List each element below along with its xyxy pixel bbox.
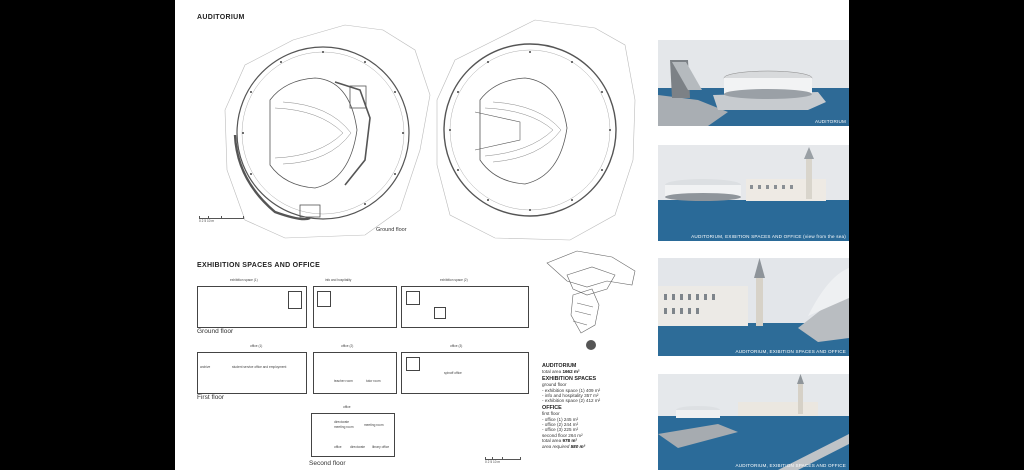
auditorium-floor-label: Ground floor [376,227,407,233]
legend-office-second: second floor 264 m² [542,432,583,438]
render-caption: AUDITORIUM, EXIBITION SPACES AND OFFICE (view from the sea) [691,234,846,239]
room-teacher: teacher room [334,379,353,383]
stair-core [406,291,420,305]
elevator-core [434,307,446,319]
room-tutor: tutor room [366,379,381,383]
plan-second-floor-office [311,413,395,457]
first-floor-label: First floor [197,394,225,401]
legend-office-heading: OFFICE [542,404,562,411]
room-office: office [334,445,342,449]
ground-floor-label: Ground floor [197,328,234,335]
room-directorate-2: directorate [350,445,366,449]
legend-office-sub: first floor [542,411,560,417]
legend-office-item: - office (1) 245 m² [542,416,579,422]
render-image-1 [658,40,849,126]
plan-exhibition-1 [197,286,307,328]
legend-exhibition-sub: ground floor [542,382,567,388]
stair-core [317,291,331,307]
legend-office-total: total area 978 m² [542,438,577,444]
stair-core [288,291,302,309]
render-aerial [658,374,849,470]
column-dots [242,51,611,211]
room-meeting-1: meeting room [334,425,354,429]
room-label-exhibition-1: exhibition space (1) [230,278,258,282]
room-label-info: info and hospitality [325,278,352,282]
legend-auditorium-heading: AUDITORIUM [542,363,577,369]
legend-exhibition-item: - exhibition space (1) 409 m² [542,387,601,393]
auditorium-ground-plan [235,47,409,219]
site-plan [537,245,647,355]
render-image-4 [658,374,849,470]
room-label-office: office [343,405,351,409]
area-legend [542,364,657,449]
stair-core [406,357,420,371]
render-auditorium [658,40,849,126]
plan-info-hospitality [313,286,397,328]
auditorium-scale-label: 0 2 5 10 m [199,219,215,223]
room-directorate: directorate [334,420,350,424]
auditorium-plans [175,0,655,250]
auditorium-title: AUDITORIUM [197,14,245,21]
room-student-service: student service office and employment [232,365,287,369]
room-spinoff: spinoff office [444,371,462,375]
room-meeting-2: meeting room [364,423,384,427]
exhibition-title: EXHIBITION SPACES AND OFFICE [197,262,321,269]
room-label-office-3: office (3) [450,344,463,348]
exhibition-scale-label: 0 2 5 10 m [485,460,501,464]
render-sea-view [658,145,849,241]
room-label-office-2: office (2) [341,344,354,348]
plan-office-2 [313,352,397,394]
legend-office-item: - office (3) 225 m² [542,427,579,433]
auditorium-upper-plan [444,44,616,216]
second-floor-label: Second floor [309,460,346,467]
room-library: library office [372,445,390,449]
legend-exhibition-item: - info and hospitality 357 m² [542,393,599,399]
render-image-2 [658,145,849,241]
presentation-sheet [175,0,849,470]
render-caption: AUDITORIUM, EXIBITION SPACES AND OFFICE [735,463,846,468]
plan-office-3 [401,352,529,394]
render-caption: AUDITORIUM [814,119,846,124]
room-label-exhibition-2: exhibition space (2) [440,278,468,282]
room-archive: archive [200,365,211,369]
legend-exhibition-heading: EXHIBITION SPACES [542,375,597,382]
plan-exhibition-2 [401,286,529,328]
legend-auditorium-area: total area 1662 m² [542,369,580,375]
render-image-3 [658,258,849,356]
render-waterfront [658,258,849,356]
room-label-office-1: office (1) [250,344,263,348]
render-caption: AUDITORIUM, EXIBITION SPACES AND OFFICE [735,349,846,354]
legend-exhibition-item: - exhibition space (2) 412 m² [542,398,601,404]
legend-area-required: area required 580 m² [542,443,586,449]
plan-office-1 [197,352,307,394]
legend-office-item: - office (2) 244 m² [542,422,579,428]
